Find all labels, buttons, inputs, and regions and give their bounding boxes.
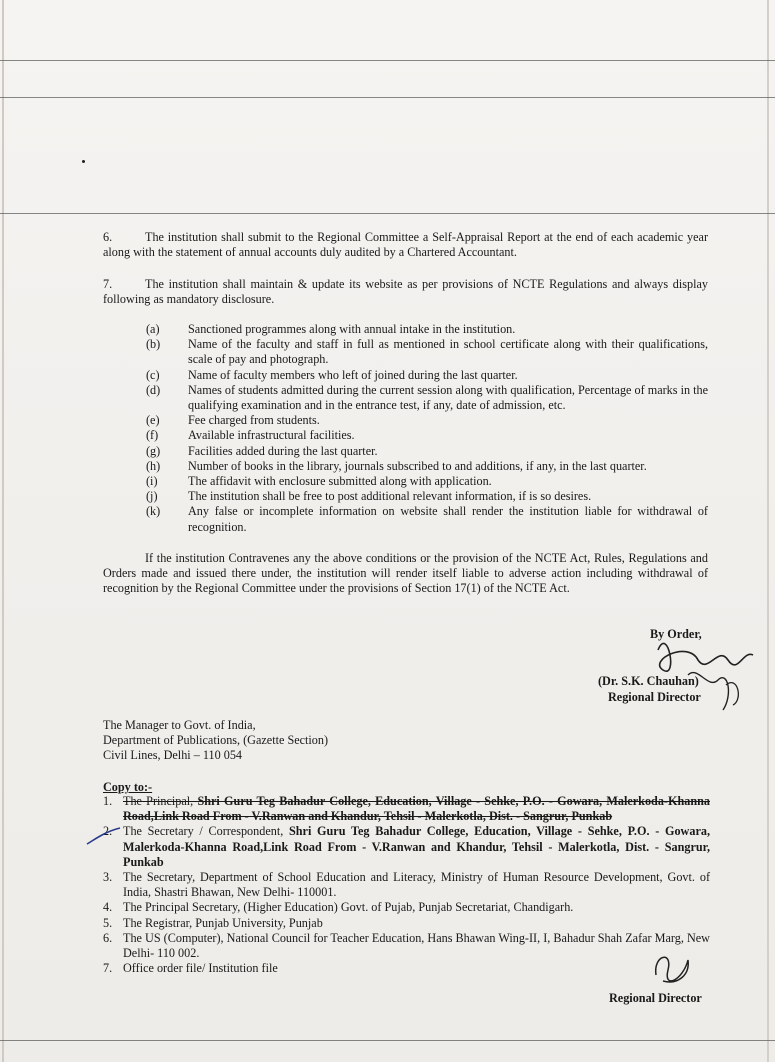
copy-to-text — [123, 870, 710, 900]
paragraph-6 — [103, 230, 708, 260]
disclosure-label: (g) — [146, 443, 161, 458]
copy-to-item — [103, 961, 710, 976]
signatory-designation: Regional Director — [608, 690, 701, 704]
disclosure-item — [146, 383, 708, 413]
copy-to-recipient: The Secretary / Correspondent, — [123, 824, 289, 839]
copy-to-heading: Copy to:- — [103, 780, 153, 794]
copy-to-text — [123, 916, 710, 931]
copy-to-text — [123, 931, 710, 961]
disclosure-label: (a) — [146, 322, 160, 336]
copy-to-item — [103, 916, 710, 931]
copy-to-recipient: The Secretary, Department of School Education and Literacy, Ministry of Human Resource Development, Govt. of India, Shastri Bhawan, New Delhi- 110001. — [123, 870, 710, 900]
handwritten-initials-icon — [648, 945, 698, 987]
copy-to-text — [123, 961, 710, 976]
copy-to-recipient: The US (Computer), National Council for Teacher Education, Hans Bhawan Wing-II, I, Bahadur Shah Zafar Marg, New Delhi- 110 002. — [123, 930, 710, 961]
disclosure-text: Names of students admitted during the current session along with qualification, Percentage of marks in the qualifying examination and in the entrance test, if any, date of admission, etc. — [188, 382, 708, 413]
disclosure-item — [146, 368, 708, 383]
copy-to-text — [123, 794, 710, 824]
address-line: Civil Lines, Delhi – 110 054 — [103, 748, 243, 763]
ruled-line — [0, 213, 775, 214]
paragraph-7 — [103, 277, 708, 307]
copy-to-text — [123, 824, 710, 870]
copy-to-institution: Shri Guru Teg Bahadur College, Education, Village - Sehke, P.O. - Gowara, Malerkoda-Khanna Road,Link Road From - V.Ranwan and Khandur, Tehsil - Malerkotla, Dist. - Sangrur, Punkab — [123, 794, 710, 824]
copy-to-recipient: The Principal, — [123, 794, 198, 808]
address-line: The Manager to Govt. of India, — [103, 718, 256, 732]
disclosure-label: (h) — [146, 458, 161, 473]
disclosure-label: (b) — [146, 337, 161, 352]
address-line: Department of Publications, (Gazette Section) — [103, 733, 329, 748]
disclosure-label: (c) — [146, 367, 160, 382]
disclosure-label: (e) — [146, 413, 160, 428]
copy-to-recipient: The Principal Secretary, (Higher Education) Govt. of Pujab, Punjab Secretariat, Chandigarh. — [123, 900, 574, 915]
copy-to-item — [103, 931, 710, 961]
disclosure-item — [146, 489, 708, 504]
disclosure-item — [146, 474, 708, 489]
disclosure-label: (k) — [146, 504, 161, 519]
disclosure-text: Name of the faculty and staff in full as mentioned in school certificate along with their qualifications, scale of pay and photograph. — [188, 337, 708, 367]
disclosure-item — [146, 444, 708, 459]
ruled-line — [0, 1040, 775, 1041]
copy-to-number: 5. — [103, 915, 113, 930]
disclosure-label: (f) — [146, 428, 159, 443]
paper-edge-left — [2, 0, 4, 1062]
disclosure-item — [146, 413, 708, 428]
copy-to-number: 6. — [103, 930, 113, 945]
disclosure-text: Available infrastructural facilities. — [188, 428, 355, 443]
disclosure-list — [146, 322, 708, 535]
copy-to-recipient: Office order file/ Institution file — [123, 961, 278, 976]
copy-to-number: 3. — [103, 870, 113, 885]
disclosure-item — [146, 428, 708, 443]
copy-to-item — [103, 824, 710, 870]
footer-signature: Regional Director — [609, 991, 702, 1005]
copy-to-number: 7. — [103, 961, 113, 976]
signatory-name: (Dr. S.K. Chauhan) — [598, 674, 699, 688]
ruled-line — [0, 97, 775, 98]
handwritten-tick-icon — [84, 822, 124, 852]
disclosure-text: The institution shall be free to post additional relevant information, if is so desires. — [188, 489, 592, 504]
disclosure-label: (j) — [146, 489, 158, 504]
copy-to-number: 4. — [103, 900, 113, 915]
by-order-label: By Order, — [650, 627, 702, 641]
disclosure-text: Number of books in the library, journals subscribed to and additions, if any, in the last quarter. — [188, 458, 647, 473]
copy-to-recipient: The Registrar, Punjab University, Punjab — [123, 915, 323, 930]
disclosure-text: Sanctioned programmes along with annual intake in the institution. — [188, 322, 516, 336]
ruled-line — [0, 60, 775, 61]
disclosure-item — [146, 337, 708, 367]
addressee-block — [103, 718, 328, 764]
disclosure-text: Fee charged from students. — [188, 413, 320, 428]
disclosure-text: Any false or incomplete information on website shall render the institution liable for withdrawal of recognition. — [188, 504, 708, 534]
disclosure-label: (i) — [146, 474, 158, 489]
copy-to-institution: Shri Guru Teg Bahadur College, Education, Village - Sehke, P.O. - Gowara, Malerkoda-Khanna Road,Link Road From - V.Ranwan and Khandur, Tehsil - Malerkotla, Dist. - Sangrur, Punkab — [123, 824, 710, 869]
paragraph-text: The institution shall submit to the Regional Committee a Self-Appraisal Report at the end of each academic year along with the statement of annual accounts duly audited by a Chartered Accountant. — [103, 230, 708, 260]
disclosure-item — [146, 504, 708, 534]
disclosure-text: Facilities added during the last quarter. — [188, 443, 378, 458]
disclosure-text: The affidavit with enclosure submitted along with application. — [188, 474, 492, 489]
paper-edge-right — [767, 0, 769, 1062]
paragraph-number: 7. — [103, 277, 113, 291]
copy-to-number: 2. — [103, 824, 113, 839]
copy-to-item — [103, 900, 710, 915]
copy-to-text — [123, 900, 710, 915]
disclosure-item — [146, 459, 708, 474]
scan-speck — [82, 160, 85, 163]
disclosure-item — [146, 322, 708, 337]
closing-paragraph: If the institution Contravenes any the above conditions or the provision of the NCTE Act, Rules, Regulations and Orders made and issued there under, the institution will render itself liable to adverse action including withdrawal of recognition by the Regional Committee under the provisions of Section 17(1) of the NCTE Act. — [103, 551, 708, 596]
copy-to-item — [103, 794, 710, 824]
paragraph-text: The institution shall maintain & update its website as per provisions of NCTE Regulations and always display following as mandatory disclosure. — [103, 277, 708, 307]
copy-to-number: 1. — [103, 794, 113, 808]
disclosure-label: (d) — [146, 382, 161, 397]
copy-to-item — [103, 870, 710, 900]
disclosure-text: Name of faculty members who left of joined during the last quarter. — [188, 367, 518, 382]
paragraph-number: 6. — [103, 230, 113, 244]
copy-to-list — [103, 794, 710, 976]
